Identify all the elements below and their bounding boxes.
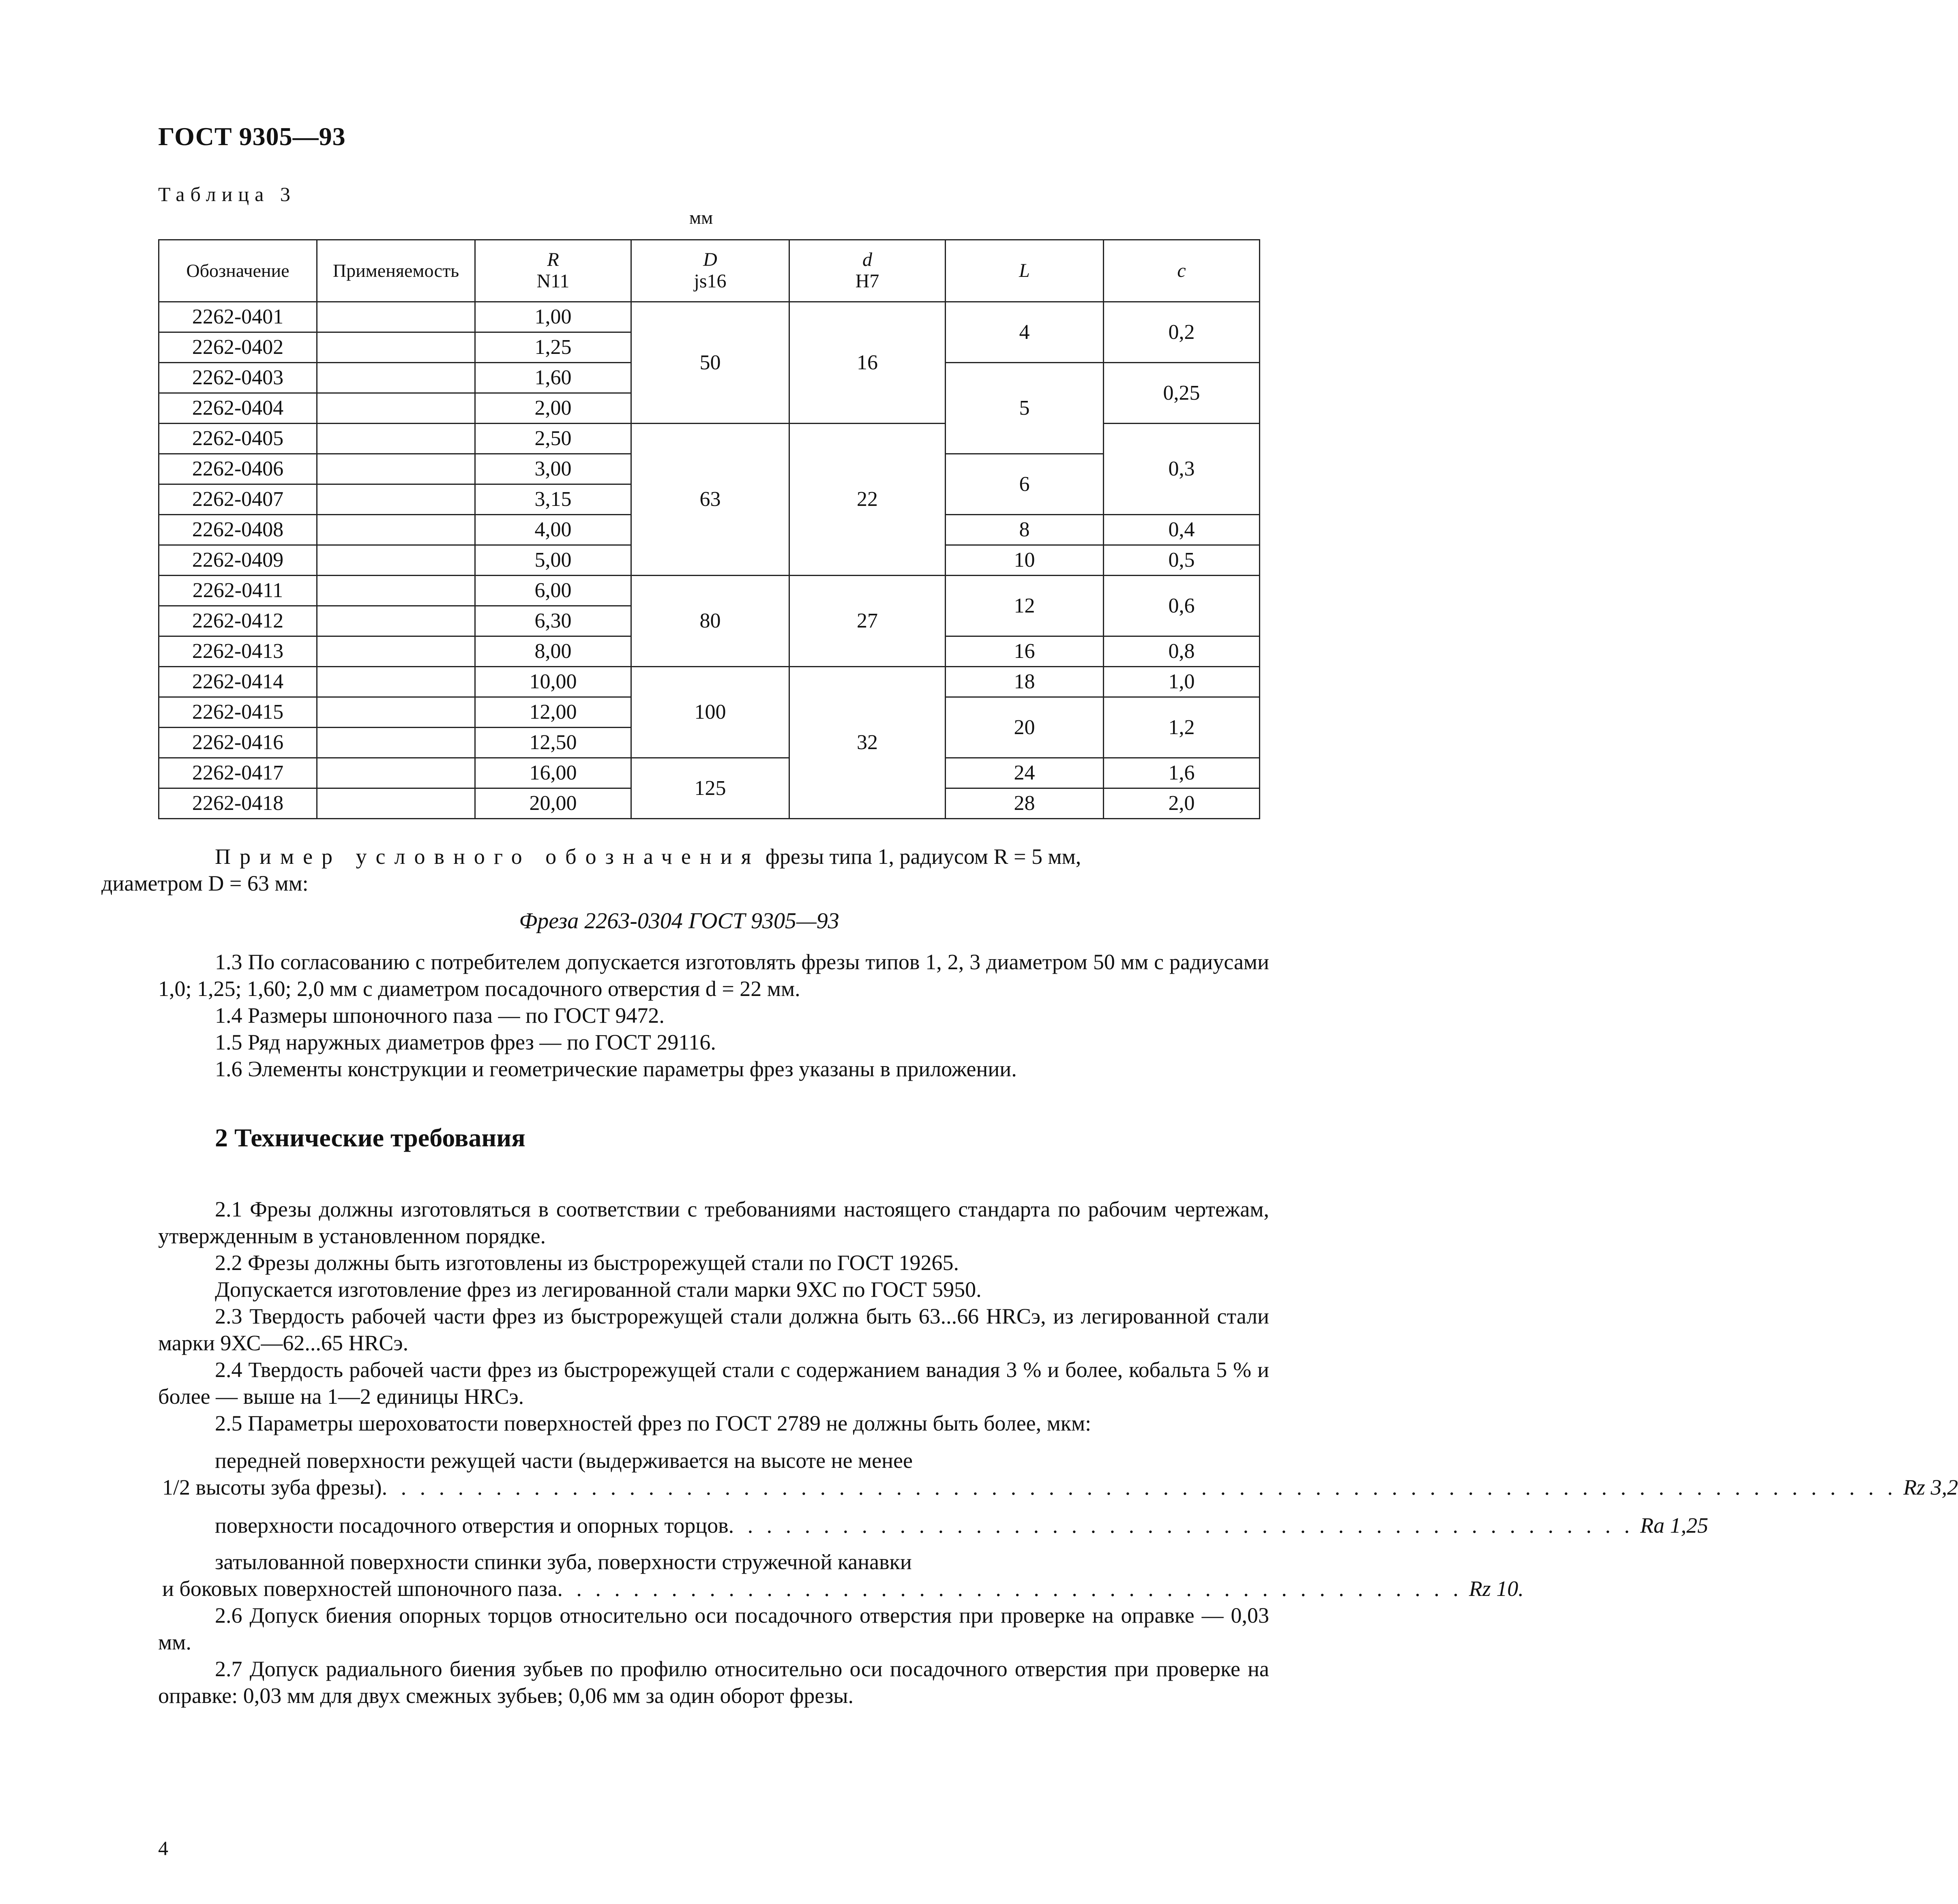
cell-applicability — [317, 302, 475, 332]
cell-designation: 2262-0417 — [159, 758, 317, 788]
cell-R: 5,00 — [475, 545, 631, 576]
cell-R: 3,00 — [475, 454, 631, 484]
cell-applicability — [317, 697, 475, 728]
table-row — [159, 667, 1260, 697]
cell-R: 3,15 — [475, 484, 631, 515]
cell-designation: 2262-0411 — [159, 576, 317, 606]
cell-R: 16,00 — [475, 758, 631, 788]
cell-applicability — [317, 332, 475, 363]
clause-2-3: 2.3 Твердость рабочей части фрез из быстрорежущей стали должна быть 63...66 HRCэ, из легированной стали марки 9ХС—62...65 HRCэ. — [158, 1304, 1269, 1355]
cell-c: 0,5 — [1104, 545, 1260, 576]
roughness-value: Rz 3,2 — [1903, 1475, 1958, 1499]
header-D — [631, 240, 789, 302]
roughness-text: и боковых поверхностей шпоночного паза — [162, 1576, 558, 1601]
dimensions-table — [158, 239, 1260, 819]
cell-applicability — [317, 606, 475, 636]
cell-designation: 2262-0407 — [159, 484, 317, 515]
cell-c: 0,25 — [1104, 363, 1260, 424]
cell-applicability — [317, 576, 475, 606]
header-applicability: Применяемость — [317, 240, 475, 302]
cell-applicability — [317, 788, 475, 819]
cell-L: 6 — [946, 454, 1104, 515]
clause-1-4: 1.4 Размеры шпоночного паза — по ГОСТ 9472. — [215, 1003, 665, 1028]
table-row — [159, 576, 1260, 606]
cell-D: 50 — [631, 302, 789, 424]
cell-applicability — [317, 484, 475, 515]
cell-applicability — [317, 424, 475, 454]
cell-designation: 2262-0416 — [159, 728, 317, 758]
table-row — [159, 302, 1260, 332]
leader-dots: . . . . . . . . . . . . . . . . . . . . . . . . . . . . . . . . . . . . . . . . . . . . . . . . — [728, 1513, 1634, 1538]
cell-c: 1,0 — [1104, 667, 1260, 697]
cell-d: 27 — [789, 576, 946, 667]
cell-L: 10 — [946, 545, 1104, 576]
cell-c: 1,2 — [1104, 697, 1260, 758]
example-paragraph — [101, 843, 1269, 897]
header-c — [1104, 240, 1260, 302]
cell-R: 20,00 — [475, 788, 631, 819]
page-number: 4 — [158, 1837, 168, 1859]
cell-designation: 2262-0402 — [159, 332, 317, 363]
table-caption: Таблица 3 — [158, 183, 296, 206]
cell-L: 12 — [946, 576, 1104, 636]
clause-2-4: 2.4 Твердость рабочей части фрез из быстрорежущей стали с содержанием ванадия 3 % и более, кобальта 5 % и более — выше на 1—2 единицы HRCэ. — [158, 1358, 1269, 1409]
cell-R: 12,50 — [475, 728, 631, 758]
clause-2-6: 2.6 Допуск биения опорных торцов относительно оси посадочного отверстия при проверке на оправке — 0,03 мм. — [158, 1603, 1269, 1654]
cell-R: 10,00 — [475, 667, 631, 697]
cell-applicability — [317, 363, 475, 393]
cell-designation: 2262-0401 — [159, 302, 317, 332]
header-L-symbol: L — [1019, 259, 1030, 281]
cell-d: 22 — [789, 424, 946, 576]
roughness-item-back-face — [158, 1548, 1524, 1602]
cell-designation: 2262-0414 — [159, 667, 317, 697]
roughness-leader — [158, 1474, 1958, 1501]
cell-L: 24 — [946, 758, 1104, 788]
cell-R: 4,00 — [475, 515, 631, 545]
roughness-leader — [158, 1575, 1524, 1602]
cell-applicability — [317, 667, 475, 697]
roughness-value: Ra 1,25 — [1640, 1513, 1709, 1538]
cell-designation: 2262-0412 — [159, 606, 317, 636]
clause-1-6: 1.6 Элементы конструкции и геометрические параметры фрез указаны в приложении. — [215, 1057, 1017, 1081]
cell-d: 16 — [789, 302, 946, 424]
example-rest-1: фрезы типа 1, радиусом R = 5 мм, — [760, 844, 1081, 869]
cell-c: 0,6 — [1104, 576, 1260, 636]
leader-dots: . . . . . . . . . . . . . . . . . . . . . . . . . . . . . . . . . . . . . . . . . . . . . . . . . . . . . . . . . . . . . . . . . . . . . . . . . . . . . . . . — [382, 1475, 1897, 1499]
header-d-symbol: d — [862, 249, 872, 271]
cell-designation: 2262-0403 — [159, 363, 317, 393]
clause-2-2: 2.2 Фрезы должны быть изготовлены из быстрорежущей стали по ГОСТ 19265. — [215, 1251, 959, 1275]
cell-c: 1,6 — [1104, 758, 1260, 788]
cell-designation: 2262-0406 — [159, 454, 317, 484]
cell-L: 28 — [946, 788, 1104, 819]
roughness-item-front-face — [158, 1447, 1958, 1501]
roughness-text: передней поверхности режущей части (выдерживается на высоте не менее — [215, 1448, 913, 1473]
roughness-text: 1/2 высоты зуба фрезы) — [162, 1475, 382, 1499]
cell-c: 0,2 — [1104, 302, 1260, 363]
roughness-leader — [158, 1512, 1709, 1539]
cell-R: 1,00 — [475, 302, 631, 332]
cell-c: 0,8 — [1104, 636, 1260, 667]
roughness-text: поверхности посадочного отверстия и опорных торцов — [215, 1513, 729, 1538]
example-rest-2: диаметром D = 63 мм: — [101, 871, 309, 895]
cell-R: 2,00 — [475, 393, 631, 424]
header-D-tolerance: js16 — [694, 270, 727, 292]
header-D-symbol: D — [703, 249, 717, 271]
clause-1-3: 1.3 По согласованию с потребителем допускается изготовлять фрезы типов 1, 2, 3 диаметром 50 мм с радиусами 1,0; 1,25; 1,60; 2,0 мм с диаметром посадочного отверстия d = 22 мм. — [158, 950, 1269, 1001]
example-lead: Пример условного обозначения — [215, 844, 760, 869]
header-R-symbol: R — [547, 249, 559, 271]
cell-applicability — [317, 393, 475, 424]
table-unit: мм — [689, 207, 713, 228]
cell-applicability — [317, 545, 475, 576]
cell-D: 125 — [631, 758, 789, 819]
cell-L: 18 — [946, 667, 1104, 697]
cell-applicability — [317, 728, 475, 758]
cell-D: 100 — [631, 667, 789, 758]
cell-L: 4 — [946, 302, 1104, 363]
cell-R: 8,00 — [475, 636, 631, 667]
cell-c: 0,3 — [1104, 424, 1260, 515]
example-formula: Фреза 2263-0304 ГОСТ 9305—93 — [519, 908, 839, 934]
cell-L: 8 — [946, 515, 1104, 545]
cell-applicability — [317, 758, 475, 788]
cell-R: 2,50 — [475, 424, 631, 454]
section-title: 2 Технические требования — [215, 1123, 525, 1152]
cell-R: 1,25 — [475, 332, 631, 363]
header-c-symbol: c — [1177, 259, 1186, 281]
cell-designation: 2262-0413 — [159, 636, 317, 667]
cell-designation: 2262-0415 — [159, 697, 317, 728]
header-L — [946, 240, 1104, 302]
cell-R: 1,60 — [475, 363, 631, 393]
cell-L: 5 — [946, 363, 1104, 454]
clause-2-7: 2.7 Допуск радиального биения зубьев по профилю относительно оси посадочного отверстия при проверке на оправке: 0,03 мм для двух смежных зубьев; 0,06 мм за один оборот фрезы. — [158, 1657, 1269, 1708]
clause-2-2-note: Допускается изготовление фрез из легированной стали марки 9ХС по ГОСТ 5950. — [215, 1277, 982, 1302]
document-code: ГОСТ 9305—93 — [158, 122, 346, 151]
cell-R: 12,00 — [475, 697, 631, 728]
cell-d: 32 — [789, 667, 946, 819]
cell-designation: 2262-0404 — [159, 393, 317, 424]
roughness-text: затылованной поверхности спинки зуба, поверхности стружечной канавки — [215, 1550, 912, 1574]
cell-c: 0,4 — [1104, 515, 1260, 545]
leader-dots: . . . . . . . . . . . . . . . . . . . . . . . . . . . . . . . . . . . . . . . . . . . . . . . . — [557, 1576, 1463, 1601]
cell-applicability — [317, 454, 475, 484]
cell-R: 6,30 — [475, 606, 631, 636]
header-R-tolerance: N11 — [536, 270, 570, 292]
cell-designation: 2262-0405 — [159, 424, 317, 454]
clause-2-1: 2.1 Фрезы должны изготовляться в соответствии с требованиями настоящего стандарта по рабочим чертежам, утвержденным в установленном порядке. — [158, 1197, 1269, 1248]
cell-designation: 2262-0408 — [159, 515, 317, 545]
clause-1-5: 1.5 Ряд наружных диаметров фрез — по ГОСТ 29116. — [215, 1030, 716, 1054]
roughness-item-bore — [158, 1512, 1709, 1539]
clause-2-5: 2.5 Параметры шероховатости поверхностей фрез по ГОСТ 2789 не должны быть более, мкм: — [215, 1411, 1092, 1435]
cell-L: 16 — [946, 636, 1104, 667]
cell-designation: 2262-0418 — [159, 788, 317, 819]
cell-c: 2,0 — [1104, 788, 1260, 819]
cell-applicability — [317, 515, 475, 545]
header-d-tolerance: H7 — [855, 270, 879, 292]
cell-D: 63 — [631, 424, 789, 576]
table-header-row — [159, 240, 1260, 302]
header-R — [475, 240, 631, 302]
cell-R: 6,00 — [475, 576, 631, 606]
cell-designation: 2262-0409 — [159, 545, 317, 576]
header-designation: Обозначение — [159, 240, 317, 302]
cell-L: 20 — [946, 697, 1104, 758]
cell-D: 80 — [631, 576, 789, 667]
table-row — [159, 758, 1260, 788]
header-d — [789, 240, 946, 302]
roughness-value: Rz 10. — [1469, 1576, 1524, 1601]
cell-applicability — [317, 636, 475, 667]
